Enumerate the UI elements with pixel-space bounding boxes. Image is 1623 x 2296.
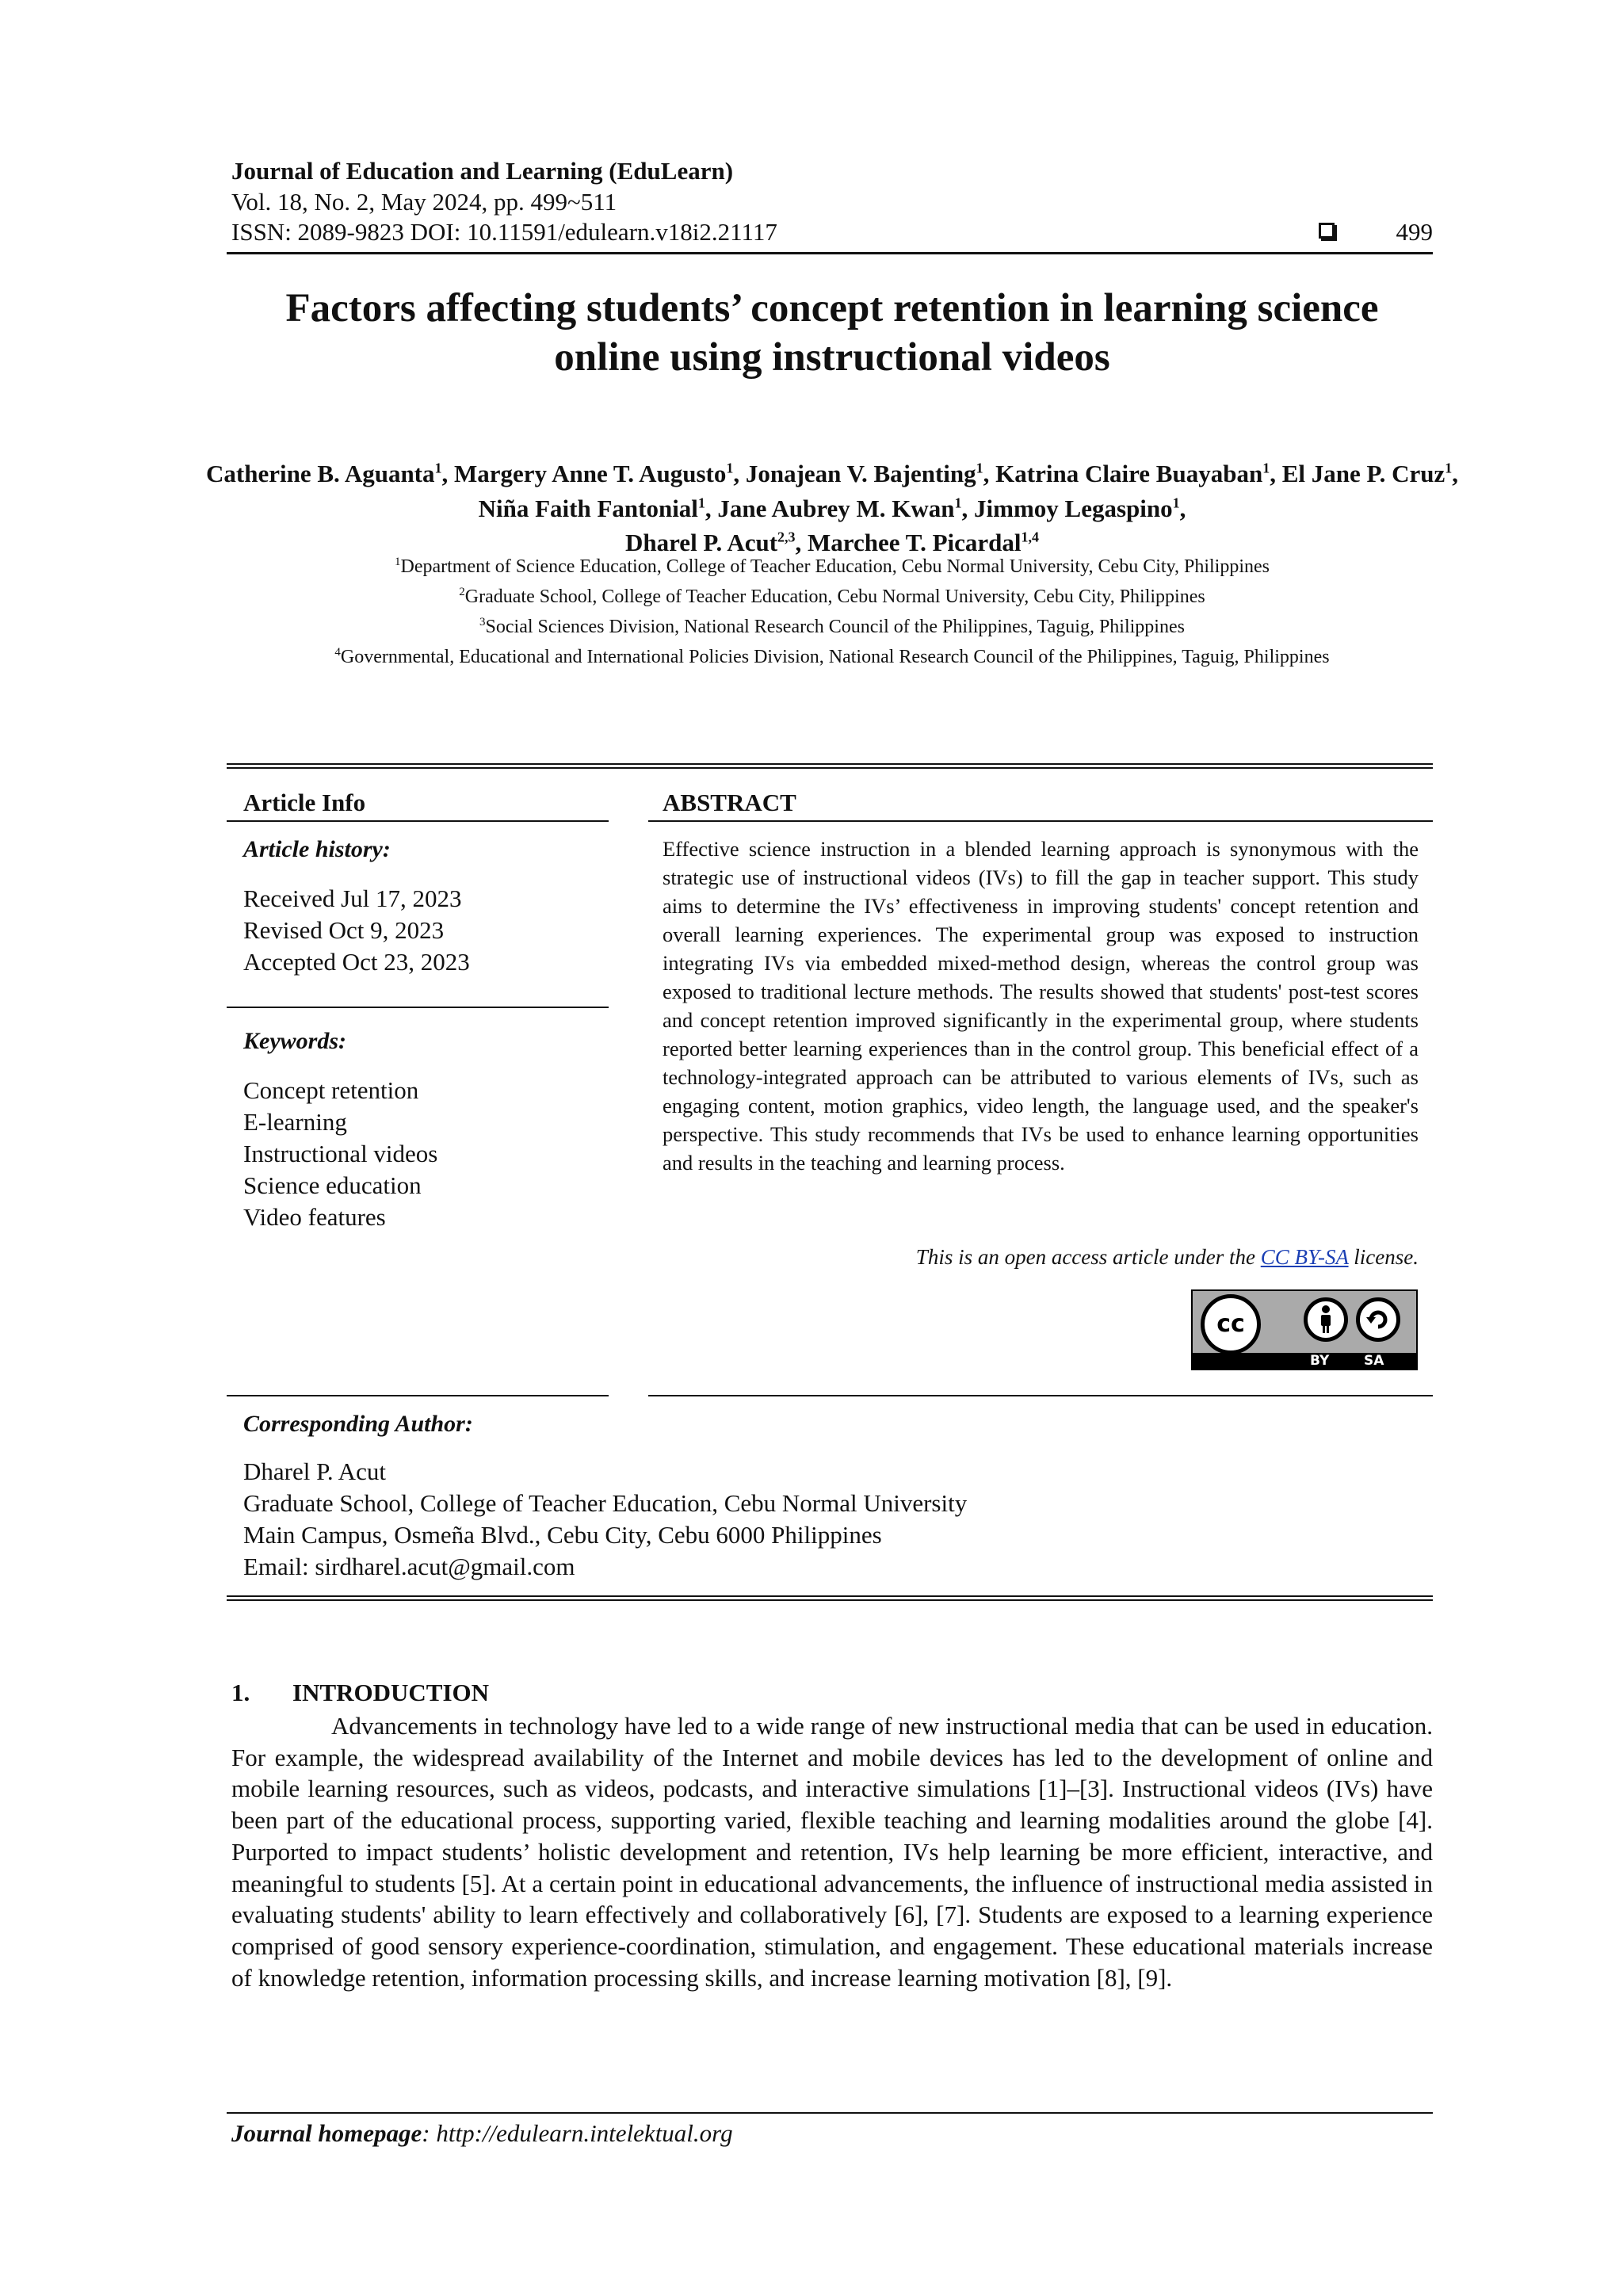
- revised-date: Revised Oct 9, 2023: [243, 916, 445, 944]
- corresponding-author-affiliation: Graduate School, College of Teacher Education, Cebu Normal University: [243, 1489, 968, 1517]
- footer-rule: [227, 2112, 1433, 2114]
- keyword-list: [243, 1075, 437, 1233]
- paper-title: [190, 284, 1474, 382]
- corresponding-author-heading: Corresponding Author:: [243, 1411, 473, 1437]
- author: Katrina Claire Buayaban$^1$,: [995, 460, 1282, 488]
- author-list: [190, 454, 1474, 557]
- share-alike-icon: [1356, 1297, 1400, 1342]
- corr-bottom-rule: [227, 1595, 1433, 1597]
- corresponding-author-address: Main Campus, Osmeña Blvd., Cebu City, Cebu 6000 Philippines: [243, 1521, 882, 1549]
- issn-doi-line: ISSN: 2089-9823 DOI: 10.11591/edulearn.v18i2.21117: [231, 218, 777, 246]
- introduction-paragraph: Advancements in technology have led to a wide range of new instructional media that can be used in education. For example, the widespread availability of the Internet and mobile devices has led to the development of online and mobile learning resources, such as videos, podcasts, and interactive simulations [1]–[3]. Instructional videos (IVs) have been part of the educational process, supporting varied, flexible teaching and learning modalities around the globe [4]. Purported to impact students’ holistic development and retention, IVs help learning be more efficient, interactive, and meaningful to students [5]. At a certain point in educational advancements, the influence of instructional media assisted in evaluating students' ability to learn effectively and collaboratively [6], [7]. Students are exposed to a learning experience comprised of good sensory experience-coordination, stimulation, and engagement. These educational materials increase of knowledge retention, information processing skills, and increase learning motivation [8], [9].: [231, 1712, 1433, 1992]
- article-history-list: [243, 883, 470, 978]
- article-info-heading: Article Info: [243, 789, 366, 816]
- header-rule: [227, 252, 1433, 254]
- affiliation: $^4$Governmental, Educational and International Policies Division, National Research Council of the Philippines, Taguig, Philippines: [334, 646, 1330, 667]
- by-label: BY: [1310, 1353, 1330, 1369]
- journal-name: Journal of Education and Learning (EduLearn): [231, 157, 734, 185]
- article-history-heading: Article history:: [243, 836, 391, 862]
- corresponding-author-email: Email: sirdharel.acut@gmail.com: [243, 1553, 575, 1580]
- author: Jimmoy Legaspino$^1$,: [974, 494, 1186, 522]
- keywords-heading: Keywords:: [243, 1028, 346, 1054]
- author: Catherine B. Aguanta$^1$,: [206, 460, 455, 488]
- keyword: Science education: [243, 1171, 422, 1199]
- page-number: 499: [1396, 218, 1433, 246]
- affiliation: $^1$Department of Science Education, College of Teacher Education, Cebu Normal University, Cebu City, Philippines: [395, 556, 1270, 577]
- attribution-icon: [1304, 1297, 1348, 1342]
- abstract-heading: ABSTRACT: [663, 789, 796, 816]
- paper-title-line-1: Factors affecting students’ concept retention in learning science: [285, 286, 1379, 330]
- received-date: Received Jul 17, 2023: [243, 884, 462, 912]
- keyword: E-learning: [243, 1108, 347, 1136]
- author: El Jane P. Cruz$^1$,: [1281, 460, 1458, 488]
- corresponding-author-block: [243, 1456, 967, 1583]
- corresponding-author-name: Dharel P. Acut: [243, 1457, 386, 1485]
- keyword: Video features: [243, 1203, 386, 1231]
- abstract-text: Effective science instruction in a blended learning approach is synonymous with the strategic use of instructional videos (IVs) to fill the gap in teacher support. This study aims to determine the IVs’ effectiveness in improving students' concept retention and overall learning experiences. The experimental group was exposed to instruction integrating IVs via embedded mixed-method design, whereas the control group was exposed to traditional lecture methods. The results showed that students' post-test scores and concept retention improved significantly in the experimental group, where students reported better learning experiences than in the control group. This beneficial effect of a technology-integrated approach can be attributed to various elements of IVs, such as engaging content, motion graphics, video length, the language used, and the speaker's perspective. This study recommends that IVs be used to enhance learning opportunities and results in the teaching and learning process.: [663, 837, 1419, 1175]
- keyword: Concept retention: [243, 1076, 419, 1104]
- introduction-heading: 1. INTRODUCTION: [231, 1679, 490, 1706]
- author: Marchee T. Picardal$^{1,4}$: [808, 528, 1039, 556]
- author: Jane Aubrey M. Kwan$^1$,: [717, 494, 975, 522]
- cc-by-sa-badge[interactable]: [1191, 1289, 1418, 1370]
- keyword: Instructional videos: [243, 1140, 438, 1167]
- author: Dharel P. Acut$^{2,3}$,: [624, 528, 808, 556]
- journal-homepage: Journal homepage: http://edulearn.intelektual.org: [231, 2119, 733, 2147]
- affiliation: $^3$Social Sciences Division, National Research Council of the Philippines, Taguig, Philippines: [479, 616, 1185, 637]
- sa-label: SA: [1364, 1353, 1384, 1369]
- info-top-rule: [227, 763, 1433, 765]
- history-rule: [227, 1007, 609, 1008]
- author: Jonajean V. Bajenting$^1$,: [745, 460, 996, 488]
- volume-line: Vol. 18, No. 2, May 2024, pp. 499~511: [231, 188, 617, 216]
- affiliation-list: [190, 549, 1474, 670]
- article-info-rule: [227, 820, 609, 822]
- corr-bottom-rule-double: [227, 1599, 1433, 1601]
- accepted-date: Accepted Oct 23, 2023: [243, 948, 470, 976]
- info-bottom-rule-right: [648, 1395, 1433, 1396]
- affiliation: $^2$Graduate School, College of Teacher Education, Cebu Normal University, Cebu City, Philippines: [459, 586, 1205, 607]
- abstract-rule: [648, 820, 1433, 822]
- info-top-rule-double: [227, 767, 1433, 769]
- author: Niña Faith Fantonial$^1$,: [478, 494, 718, 522]
- paper-title-line-2: online using instructional videos: [554, 335, 1110, 380]
- info-bottom-rule-left: [227, 1395, 609, 1396]
- cc-by-sa-link[interactable]: CC BY-SA: [1260, 1245, 1349, 1269]
- author: Margery Anne T. Augusto$^1$,: [454, 460, 746, 488]
- square-bullet-icon: [1319, 223, 1335, 239]
- license-statement: This is an open access article under the CC BY-SA license.: [915, 1245, 1419, 1269]
- creative-commons-icon: cc: [1201, 1294, 1261, 1354]
